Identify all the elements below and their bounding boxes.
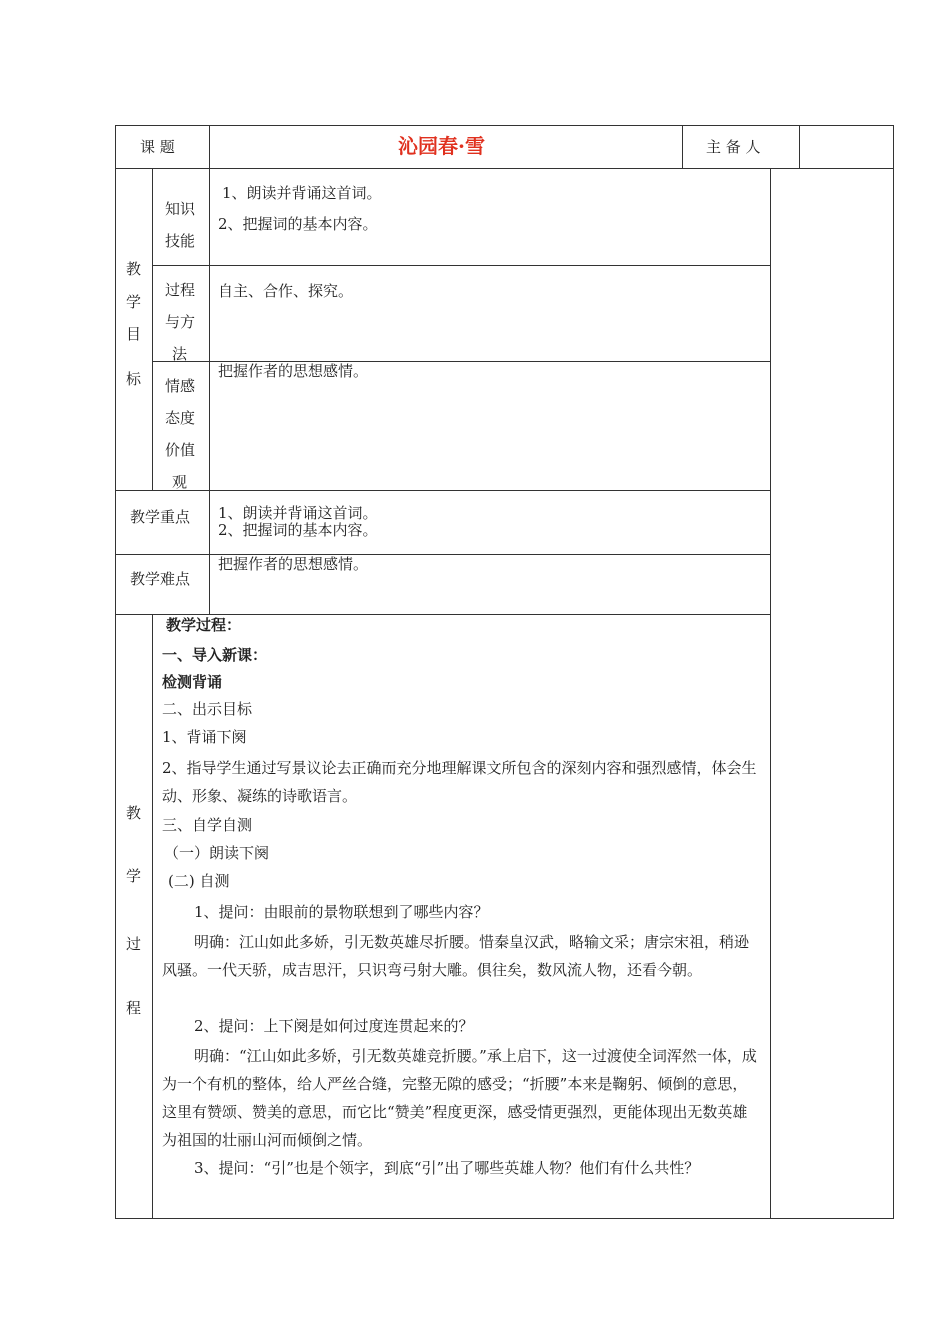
- process-method-label-line: 过程: [165, 281, 196, 299]
- process-label-char: 程: [126, 999, 142, 1017]
- process-label-char: 过: [126, 935, 142, 953]
- process-paragraph: 三、自学自测: [162, 816, 253, 834]
- difficulties-label: 教学难点: [130, 570, 191, 588]
- difficulties-line: 把握作者的思想感情。: [218, 555, 369, 573]
- process-paragraph: (二) 自测: [168, 872, 230, 890]
- objectives-label-char: 学: [126, 293, 142, 311]
- process-paragraph: 二、出示目标: [162, 700, 253, 718]
- process-label-char: 教: [126, 804, 142, 822]
- process-heading: 教学过程：: [166, 616, 242, 634]
- process-subheading: 检测背诵: [162, 673, 223, 691]
- emotion-label-line: 态度: [165, 409, 196, 427]
- knowledge-label-line: 知识: [165, 200, 196, 218]
- objectives-label-char: 标: [126, 370, 142, 388]
- emotion-label-line: 情感: [165, 377, 196, 395]
- emotion-content-line: 把握作者的思想感情。: [218, 362, 369, 380]
- key-points-line: 2、把握词的基本内容。: [218, 521, 378, 539]
- process-paragraph: （一）朗读下阕: [164, 844, 270, 862]
- knowledge-content-line: 2、把握词的基本内容。: [218, 215, 378, 233]
- preparer-label: 主 备 人: [706, 138, 761, 156]
- process-method-label-line: 与方: [165, 313, 196, 331]
- key-points-label: 教学重点: [130, 508, 191, 526]
- subject-label: 课 题: [140, 138, 175, 156]
- knowledge-content-line: 1、朗读并背诵这首词。: [222, 184, 382, 202]
- emotion-label-line: 价值: [165, 441, 196, 459]
- process-method-content-line: 自主、合作、探究。: [218, 282, 354, 300]
- key-points-line: 1、朗读并背诵这首词。: [218, 504, 378, 522]
- process-answer: 明确：“江山如此多娇，引无数英雄竞折腰。”承上启下，这一过渡使全词浑然一体，成为一个有机的整体，给人严丝合缝，完整无隙的感受；“折腰”本来是鞠躬、倾倒的意思，这里有赞颂、赞美的意思，而它比“赞美”程度更深，感受情更强烈，更能体现出无数英雄为祖国的壮丽山河而倾倒之情。: [162, 1047, 757, 1149]
- process-label-char: 学: [126, 867, 142, 885]
- process-paragraph: 2、指导学生通过写景议论去正确而充分地理解课文所包含的深刻内容和强烈感情，体会生动、形象、凝练的诗歌语言。: [162, 759, 757, 805]
- objectives-label-char: 教: [126, 260, 142, 278]
- process-section-heading: 一、导入新课：: [162, 646, 268, 664]
- process-question: 1、提问：由眼前的景物联想到了哪些内容？: [194, 903, 489, 921]
- process-answer: 明确：江山如此多娇，引无数英雄尽折腰。惜秦皇汉武，略输文采；唐宗宋祖，稍逊风骚。一代天骄，成吉思汗，只识弯弓射大雕。俱往矣，数风流人物，还看今朝。: [162, 933, 750, 979]
- process-paragraph: 1、背诵下阕: [162, 728, 247, 746]
- knowledge-label-line: 技能: [165, 232, 196, 250]
- process-question: 2、提问：上下阕是如何过度连贯起来的？: [194, 1017, 474, 1035]
- page-title: 沁园春·雪: [398, 134, 485, 158]
- process-question: 3、提问：“引”也是个领字，到底“引”出了哪些英雄人物？他们有什么共性？: [194, 1159, 700, 1177]
- objectives-label-char: 目: [126, 325, 142, 343]
- emotion-label-line: 观: [172, 473, 188, 491]
- process-method-label-line: 法: [172, 345, 188, 363]
